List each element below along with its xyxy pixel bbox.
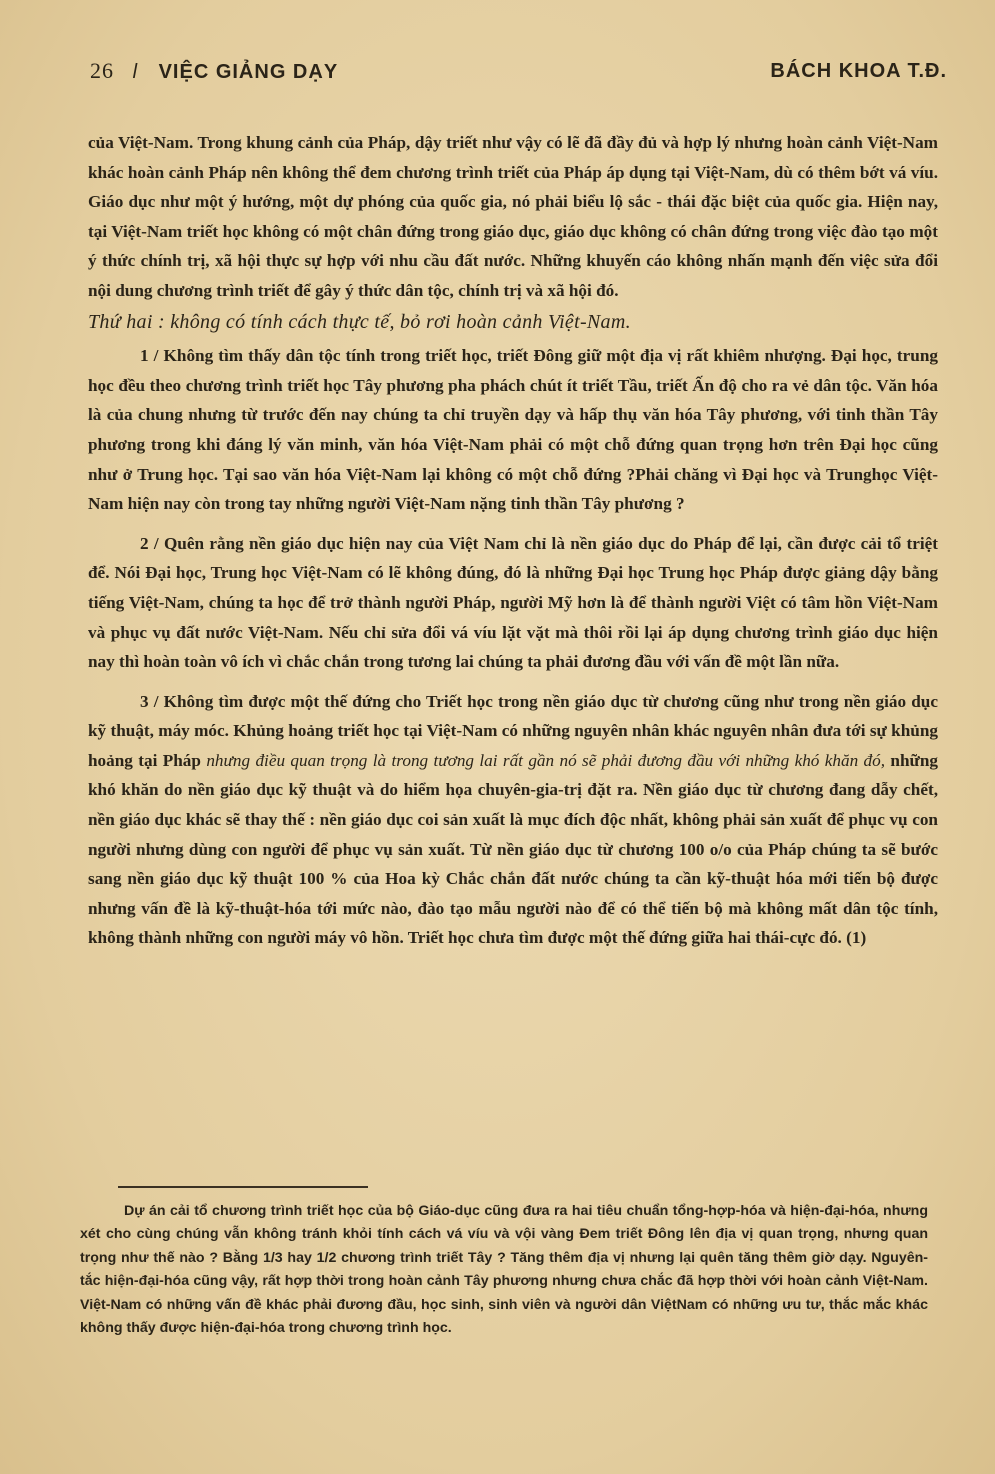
paragraph-3: 2 / Quên rằng nền giáo dục hiện nay của Việt Nam chỉ là nền giáo dục do Pháp để lại, cần được cải tổ triệt để. Nói Đại học, Trung học Việt-Nam có lẽ không đúng, đó là những Đại học Trung học Pháp được giảng dậy bằng tiếng Việt-Nam, chúng ta học để trở thành người Pháp, người Mỹ hơn là để thành người Việt có tâm hồn Việt-Nam và phục vụ đất nước Việt-Nam. Nếu chỉ sửa đổi vá víu lặt vặt mà thôi rồi lại áp dụng chương trình giáo dục hiện nay thì hoàn toàn vô ích vì chắc chắn trong tương lai chúng ta phải đương đầu với vấn đề một lần nữa.	[88, 533, 938, 672]
paragraph-4	[88, 687, 938, 953]
article-body	[88, 128, 938, 953]
paragraph-4-italic: nhưng điều quan trọng là trong tương lai rất gần nó sẽ phải đương đầu với những khó khăn đó,	[206, 750, 886, 770]
paragraph-1: của Việt-Nam. Trong khung cảnh của Pháp, dậy triết như vậy có lẽ đã đầy đủ và hợp lý nhưng hoàn cảnh Việt-Nam khác hoàn cảnh Pháp nên không thể đem chương trình triết của Pháp áp dụng tại Việt-Nam, dù có thêm bớt vá víu. Giáo dục như một ý hướng, một dự phóng của quốc gia, nó phải biểu lộ sắc - thái đặc biệt của quốc gia. Hiện nay, tại Việt-Nam triết học không có một chân đứng trong giáo dục, giáo dục không có chân đứng trong việc đào tạo một ý thức chính trị, xã hội thực sự hợp với nhu cầu đất nước. Những khuyến cáo không nhấn mạnh đến việc sửa đổi nội dung chương trình triết để gây ý thức dân tộc, chính trị và xã hội đó.	[88, 133, 938, 300]
magazine-name: BÁCH KHOA T.Đ.	[770, 60, 947, 82]
section-title: VIỆC GIẢNG DẠY	[158, 61, 339, 83]
footnote-text: Dự án cải tổ chương trình triết học của bộ Giáo-dục cũng đưa ra hai tiêu chuẩn tổng-hợp-hóa và hiện-đại-hóa, nhưng xét cho cùng chúng vẫn không tránh khỏi tính cách vá víu và vội vàng Đem triết Đông lên địa vị quan trọng, nhưng quan trọng như thế nào ? Bằng 1/3 hay 1/2 chương trình triết Tây ? Tăng thêm địa vị nhưng lại quên tăng thêm giờ dạy. Nguyên-tắc hiện-đại-hóa cũng vậy, rất hợp thời trong hoàn cảnh Tây phương nhưng chưa chắc đã hợp thời với hoàn cảnh Việt-Nam. Việt-Nam có những vấn đề khác phải đương đầu, học sinh, sinh viên và người dân ViệtNam có những ưu tư, thắc mắc khác không thấy được hiện-đại-hóa trong chương trình học.	[80, 1203, 928, 1337]
page-number: 26	[90, 58, 114, 83]
paragraph-2: 1 / Không tìm thấy dân tộc tính trong triết học, triết Đông giữ một địa vị rất khiêm nhượng. Đại học, trung học đều theo chương trình triết học Tây phương pha phách chút ít triết Tầu, triết Ấn độ cho ra vẻ dân tộc. Văn hóa là của chung nhưng từ trước đến nay chúng ta chỉ truyền dạy và hấp thụ văn hóa Tây phương, với tinh thần Tây phương trong khi đáng lý văn minh, văn hóa Việt-Nam phải có một chỗ đứng quan trọng hơn trên Đại học cũng như ở Trung học. Tại sao văn hóa Việt-Nam lại không có một chỗ đứng ?Phải chăng vì Đại học và Trunghọc Việt-Nam hiện nay còn trong tay những người Việt-Nam nặng tinh thần Tây phương ?	[88, 346, 938, 514]
paragraph-4-part-b: những khó khăn do nền giáo dục kỹ thuật và do hiểm họa chuyên-gia-trị đặt ra. Nền giáo dục từ chương đang dẫy chết, nền giáo dục khác sẽ thay thế : nền giáo dục coi sản xuất là mục đích độc nhất, không phải sản xuất để phục vụ con người nhưng dùng con người để phục vụ sản xuất. Từ nền giáo dục từ chương 100 o/o của Pháp chúng ta sẽ bước sang nền giáo dục kỹ thuật 100 % của Hoa kỳ Chắc chắn đất nước chúng ta cần kỹ-thuật hóa mới tiến bộ được nhưng vấn đề là kỹ-thuật-hóa tới mức nào, đào tạo mẫu người nào để có thể tiến bộ mà không mất dân tộc tính, không thành những con người máy vô hồn. Triết học chưa tìm được một thế đứng giữa hai thái-cực đó. (1)	[88, 750, 939, 948]
section-heading: Thứ hai : không có tính cách thực tế, bỏ rơi hoàn cảnh Việt-Nam.	[88, 310, 631, 333]
page-header	[90, 58, 947, 94]
header-left	[90, 58, 338, 84]
paragraph-4-part-a: 3 / Không tìm được một thế đứng cho Triết học trong nền giáo dục từ chương cũng như trong nền giáo dục kỹ thuật, máy móc. Khủng hoảng triết học tại Việt-Nam có những nguyên nhân khác nguyên nhân đưa tới sự khủng hoảng tại Pháp	[88, 691, 938, 770]
header-separator: l	[132, 61, 139, 83]
footnote	[80, 1200, 928, 1340]
footnote-divider	[118, 1186, 368, 1188]
